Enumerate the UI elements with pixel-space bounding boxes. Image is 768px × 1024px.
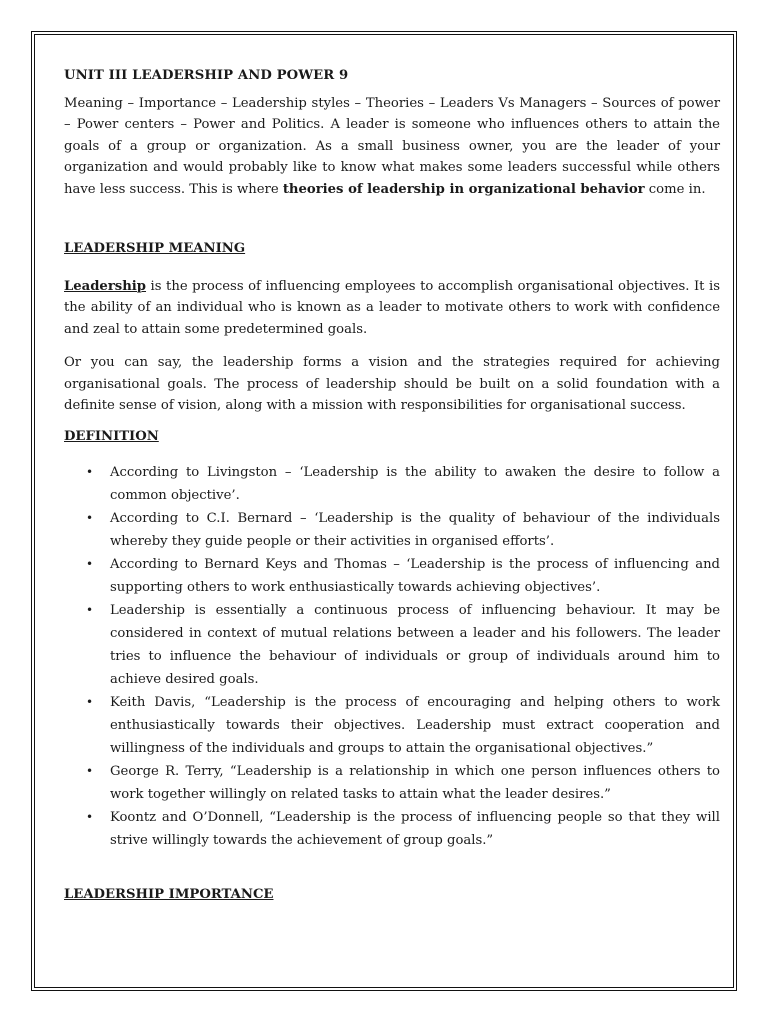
- definition-text: George R. Terry, “Leadership is a relationship in which one person influences others to work together willingly on related tasks to attain what the leader desires.”: [110, 764, 720, 802]
- bullet-icon: •: [86, 511, 94, 525]
- intro-text: Meaning – Importance – Leadership styles – Theories – Leaders Vs Managers – Sources of power – Power centers – Power and Politics. A leader is someone who influences others to attain the goals of a group or organization. As a small business owner, you are the leader of your organization and would probably like to know what makes some leaders successful while others have less success. This is where: [64, 95, 720, 197]
- leadership-importance-heading: LEADERSHIP IMPORTANCE: [64, 887, 274, 902]
- meaning-paragraph: [64, 276, 720, 341]
- unit-title: UNIT III LEADERSHIP AND POWER 9: [64, 68, 349, 83]
- definition-heading: DEFINITION: [64, 428, 159, 444]
- bullet-icon: •: [86, 557, 94, 571]
- bullet-icon: •: [86, 810, 94, 824]
- definition-text: Koontz and O’Donnell, “Leadership is the process of influencing people so that they will strive willingly towards the achievement of group goals.”: [110, 810, 720, 848]
- definition-text: According to Bernard Keys and Thomas – ‘Leadership is the process of influencing and supporting others to work enthusiastically towards achieving objectives’.: [110, 557, 720, 595]
- bullet-icon: •: [86, 603, 94, 617]
- bullet-icon: •: [86, 695, 94, 709]
- definition-text: Keith Davis, “Leadership is the process of encouraging and helping others to work enthusiastically towards their objectives. Leadership must extract cooperation and willingness of the individuals and groups to attain the organisational objectives.”: [110, 695, 720, 756]
- intro-paragraph: [64, 93, 720, 201]
- definition-item: [64, 507, 720, 553]
- definition-item: [64, 806, 720, 852]
- bullet-icon: •: [86, 465, 94, 479]
- intro-text-end: come in.: [644, 181, 706, 197]
- leadership-term: Leadership: [64, 278, 147, 294]
- document-body: [64, 65, 720, 906]
- definition-item: [64, 760, 720, 806]
- definition-list: [64, 461, 720, 852]
- intro-bold-phrase: theories of leadership in organizational behavior: [282, 181, 645, 197]
- leadership-meaning-heading: LEADERSHIP MEANING: [64, 241, 246, 256]
- meaning-text: is the process of influencing employees to accomplish organisational objectives. It is the ability of an individual who is known as a leader to motivate others to work with confidence and zeal to attain some predetermined goals.: [64, 278, 720, 337]
- definition-text: According to C.I. Bernard – ‘Leadership is the quality of behaviour of the individuals whereby they guide people or their activities in organised efforts’.: [110, 511, 720, 549]
- vision-paragraph: Or you can say, the leadership forms a vision and the strategies required for achieving organisational goals. The process of leadership should be built on a solid foundation with a definite sense of vision, along with a mission with responsibilities for organisational success.: [64, 355, 720, 413]
- bullet-icon: •: [86, 764, 94, 778]
- definition-item: [64, 461, 720, 507]
- definition-item: [64, 553, 720, 599]
- definition-item: [64, 599, 720, 691]
- definition-item: [64, 691, 720, 760]
- definition-text: According to Livingston – ‘Leadership is the ability to awaken the desire to follow a common objective’.: [110, 465, 720, 503]
- definition-text: Leadership is essentially a continuous process of influencing behaviour. It may be considered in context of mutual relations between a leader and his followers. The leader tries to influence the behaviour of individuals or group of individuals around him to achieve desired goals.: [110, 603, 720, 687]
